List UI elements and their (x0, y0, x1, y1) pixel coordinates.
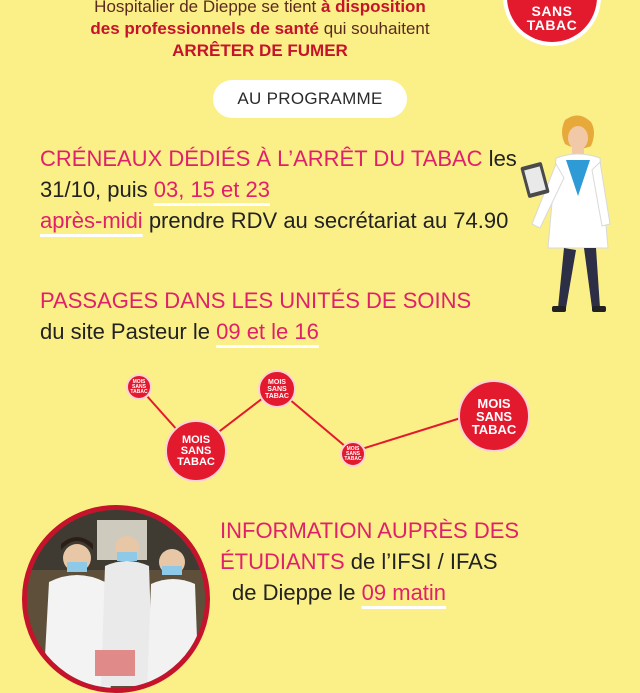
intro-line1: Hospitalier de Dieppe se tient (94, 0, 321, 16)
students-photo-image (27, 510, 205, 688)
network-node-small-1: MOIS SANS TABAC (126, 374, 152, 400)
badge-bottom-text: TABAC (526, 17, 578, 33)
section3-text1: de l’IFSI / IFAS (344, 549, 498, 574)
section1-title: CRÉNEAUX DÉDIÉS À L’ARRÊT DU TABAC (40, 146, 483, 171)
section3-text2: de Dieppe le (232, 580, 362, 605)
network-node-small-3: MOIS SANS TABAC (340, 441, 366, 467)
intro-text (40, 0, 480, 62)
section1-dates: 03, 15 et 23 (153, 177, 270, 202)
students-photo (22, 505, 210, 693)
intro-line1-bold: à disposition (320, 0, 426, 16)
section-students (220, 515, 620, 608)
section2-dates: 09 et le 16 (216, 319, 319, 344)
network-node-large: MOIS SANS TABAC (458, 380, 530, 452)
section-care-units (40, 285, 540, 347)
intro-line2-bold: des professionnels de santé (90, 19, 320, 38)
section2-title: PASSAGES DANS LES UNITÉS DE SOINS (40, 288, 472, 313)
mois-sans-tabac-badge (503, 0, 601, 46)
badge-top-text: SANS (531, 3, 573, 19)
section1-afternoon: après-midi (40, 208, 143, 233)
section1-text2: prendre RDV au secrétariat au 74.90 (142, 208, 509, 233)
intro-line3: ARRÊTER DE FUMER (172, 41, 348, 60)
section3-date: 09 matin (361, 580, 447, 605)
section2-text: du site Pasteur le (40, 319, 217, 344)
network-node-medium: MOIS SANS TABAC (165, 420, 227, 482)
program-pill: AU PROGRAMME (213, 80, 407, 118)
intro-line2: qui souhaitent (319, 19, 430, 38)
section3-title: INFORMATION AUPRÈS DES ÉTUDIANTS (220, 518, 520, 574)
section1-text1: les 31/10, puis (40, 146, 517, 202)
network-node-small-2: MOIS SANS TABAC (258, 370, 296, 408)
section-tobacco-slots (40, 143, 530, 236)
